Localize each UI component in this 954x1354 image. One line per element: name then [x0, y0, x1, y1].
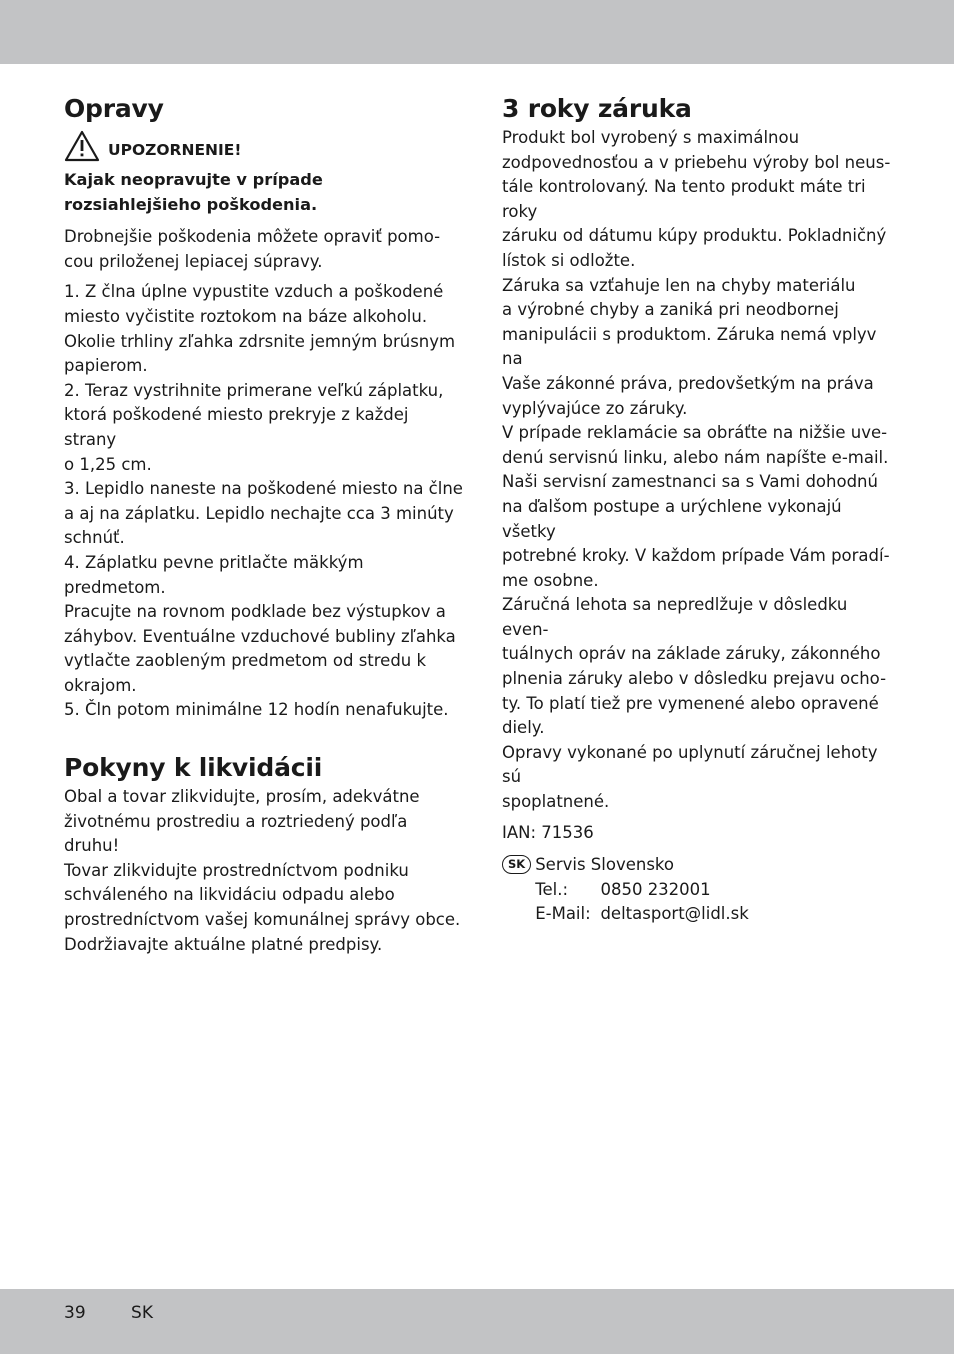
repair-steps [64, 280, 464, 723]
warranty-line: diely. [502, 718, 545, 738]
step-line: schnúť. [64, 528, 125, 548]
language-code: SK [131, 1303, 153, 1323]
disposal-line: životnému prostrediu a roztriedený podľa druhu! [64, 811, 408, 856]
disposal-line: schváleného na likvidáciu odpadu alebo [64, 885, 395, 905]
step-line: 2. Teraz vystrihnite primerane veľkú záplatku, [64, 380, 444, 400]
warranty-line: Vaše zákonné práva, predovšetkým na práva [502, 373, 874, 393]
phone-value: 0850 232001 [600, 879, 711, 899]
repairs-heading: Opravy [64, 94, 164, 123]
warranty-line: potrebné kroky. V každom prípade Vám poradí- [502, 546, 890, 566]
warranty-line: Opravy vykonané po uplynutí záručnej lehoty sú [502, 742, 878, 787]
step-line: a aj na záplatku. Lepidlo nechajte cca 3 minúty [64, 503, 454, 523]
warranty-line: ty. To platí tiež pre vymenené alebo opravené [502, 693, 879, 713]
warning-line: rozsiahlejšieho poškodenia. [64, 194, 318, 214]
service-contact [502, 853, 894, 927]
intro-line: cou priloženej lepiacej súpravy. [64, 251, 323, 271]
warranty-line: denú servisnú linku, alebo nám napíšte e-mail. [502, 447, 889, 467]
disposal-line: Obal a tovar zlikvidujte, prosím, adekvátne [64, 787, 420, 807]
warranty-heading: 3 roky záruka [502, 94, 692, 123]
warranty-line: na ďalšom postupe a urýchlene vykonajú všetky [502, 496, 842, 541]
warning-line: Kajak neopravujte v prípade [64, 170, 323, 189]
step-line: 5. Čln potom minimálne 12 hodín nenafukujte. [64, 700, 449, 720]
warranty-line: Produkt bol vyrobený s maximálnou [502, 128, 800, 147]
step-line: 1. Z člna úplne vypustite vzduch a poškodené [64, 282, 444, 302]
warranty-line: tále kontrolovaný. Na tento produkt máte tri roky [502, 177, 866, 221]
email-label: E-Mail: [535, 904, 591, 924]
warranty-line: spoplatnené. [502, 792, 610, 812]
warning-row [64, 128, 464, 162]
step-line: záhybov. Eventuálne vzduchové bubliny zľahka [64, 626, 456, 646]
country-badge: SK [502, 855, 531, 874]
step-line: ktorá poškodené miesto prekryje z každej strany [64, 405, 409, 449]
phone-label: Tel.: [535, 879, 569, 899]
step-line: 3. Lepidlo naneste na poškodené miesto na člne [64, 479, 463, 499]
warranty-line: V prípade reklamácie sa obráťte na nižšie uve- [502, 423, 888, 443]
disposal-line: Dodržiavajte aktuálne platné predpisy. [64, 934, 383, 954]
page-number: 39 [64, 1303, 86, 1323]
right-column [502, 92, 894, 927]
warranty-line: tuálnych opráv na základe záruky, zákonného [502, 644, 881, 664]
warranty-line: lístok si odložte. [502, 250, 636, 270]
warranty-line: zodpovednosťou a v priebehu výroby bol neus- [502, 152, 891, 172]
warranty-line: Naši servisní zamestnanci sa s Vami dohodnú [502, 472, 878, 492]
warning-text [64, 168, 464, 217]
disposal-heading: Pokyny k likvidácii [64, 753, 323, 783]
warranty-text [502, 126, 894, 815]
warranty-line: Záruka sa vzťahuje len na chyby materiálu [502, 275, 856, 295]
disposal-line: prostredníctvom vašej komunálnej správy obce. [64, 910, 461, 930]
step-line: Pracujte na rovnom podklade bez výstupkov a [64, 602, 446, 622]
warranty-line: Záručná lehota sa nepredlžuje v dôsledku even- [502, 595, 848, 639]
step-line: o 1,25 cm. [64, 454, 152, 474]
warranty-line: záruku od dátumu kúpy produktu. Pokladničný [502, 226, 887, 246]
disposal-text [64, 785, 464, 957]
page-footer [64, 1303, 153, 1323]
email-value: deltasport@lidl.sk [600, 904, 749, 924]
service-name: Servis Slovensko [535, 855, 674, 875]
warranty-line: vyplývajúce zo záruky. [502, 398, 688, 418]
warning-label: UPOZORNENIE! [108, 141, 242, 159]
intro-line: Drobnejšie poškodenia môžete opraviť pomo- [64, 227, 441, 247]
step-line: miesto vyčistite roztokom na báze alkoholu. [64, 306, 428, 326]
service-email-row [535, 902, 749, 927]
repairs-intro [64, 225, 464, 274]
step-line: vytlačte zaobleným predmetom od stredu k [64, 651, 427, 671]
step-line: okrajom. [64, 675, 137, 695]
left-column [64, 92, 464, 957]
disposal-line: Tovar zlikvidujte prostredníctvom podniku [64, 860, 409, 880]
warranty-line: me osobne. [502, 570, 599, 590]
ian-number: IAN: 71536 [502, 822, 594, 842]
warranty-line: a výrobné chyby a zaniká pri neodbornej [502, 300, 839, 320]
service-details [535, 853, 749, 927]
warranty-line: manipulácii s produktom. Záruka nemá vplyv na [502, 324, 877, 369]
step-line: papierom. [64, 356, 148, 376]
warranty-line: plnenia záruky alebo v dôsledku prejavu ocho- [502, 669, 887, 689]
step-line: 4. Záplatku pevne pritlačte mäkkým predmetom. [64, 552, 364, 597]
header-band [0, 0, 954, 64]
warning-triangle-icon [64, 130, 100, 162]
step-line: Okolie trhliny zľahka zdrsnite jemným brúsnym [64, 331, 456, 351]
service-phone-row [535, 878, 749, 903]
